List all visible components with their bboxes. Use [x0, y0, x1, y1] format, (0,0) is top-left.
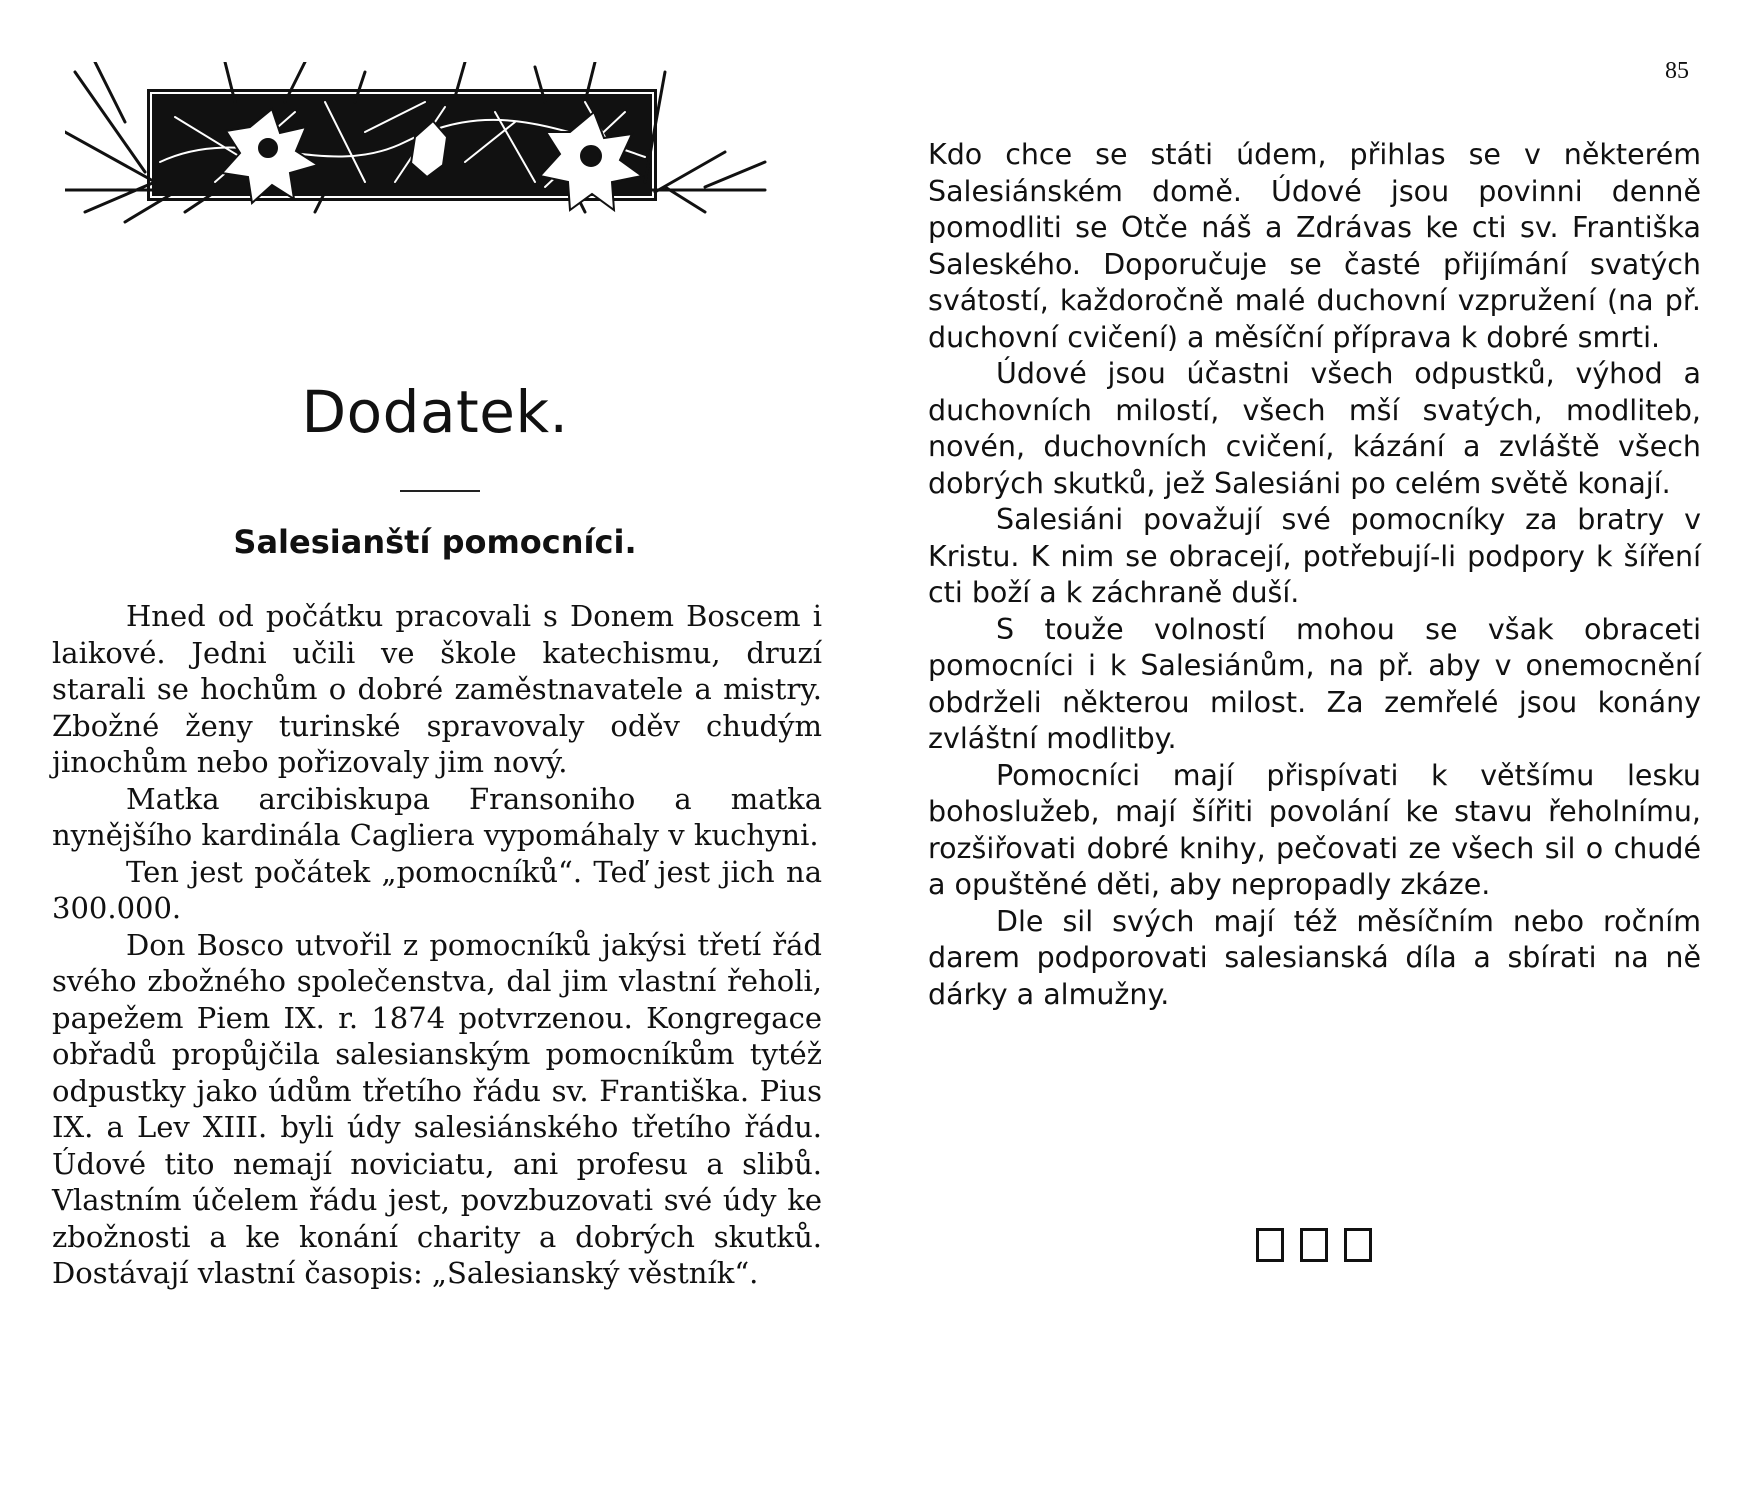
paragraph: Hned od počátku pracovali s Donem Boscem i laikové. Jedni učili ve škole katechismu, druzí starali se hochům o dobré zaměstnavatele a mistry. Zbožné ženy turinské spravovaly oděv chudým jinochům nebo pořizovaly jim nový.	[52, 599, 822, 779]
page-title: Dodatek.	[301, 378, 569, 446]
paragraph: Údové jsou účastni všech odpustků, výhod a duchovních milostí, všech mší svatých, modliteb, novén, duchovních cvičení, kázání a zvláště všech dobrých skutků, jež Salesiáni po celém světě konají.	[928, 357, 1701, 500]
square-icon	[1300, 1228, 1328, 1262]
paragraph: Ten jest počátek „pomocníků“. Teď jest jich na 300.000.	[52, 854, 822, 925]
square-icon	[1344, 1228, 1372, 1262]
paragraph: Dle sil svých mají též měsíčním nebo ročním darem podporovati salesianská díla a sbírati na ně dárky a almužny.	[928, 904, 1701, 1011]
page-number: 85	[1665, 58, 1689, 84]
right-column	[928, 137, 1701, 1013]
paragraph: S touže volností mohou se však obraceti pomocníci i k Salesiánům, na př. aby v onemocnění obdrželi některou milost. Za zemřelé jsou konány zvláštní modlitby.	[928, 612, 1701, 755]
paragraph: Salesiáni považují své pomocníky za bratry v Kristu. K nim se obracejí, potřebují-li podpory k šíření cti boží a k záchraně duší.	[928, 503, 1701, 609]
title-rule	[400, 490, 480, 492]
square-icon	[1256, 1228, 1284, 1262]
paragraph: Pomocníci mají přispívati k většímu lesku bohoslužeb, mají šířiti povolání ke stavu řeholnímu, rozšiřovati dobré knihy, pečovati ze všech sil o chudé a opuštěné děti, aby nepropadly zkáze.	[928, 758, 1701, 901]
floral-vignette-icon	[65, 62, 805, 237]
paragraph: Matka arcibiskupa Fransoniho a matka nynějšího kardinála Cagliera vypomáhaly v kuchyni.	[52, 781, 822, 852]
paragraph: Kdo chce se státi údem, přihlas se v některém Salesiánském domě. Údové jsou povinni denně pomodliti se Otče náš a Zdrávas ke cti sv. Františka Saleského. Doporučuje se časté přijímání svatých svátostí, každoročně malé duchovní vzpružení (na př. duchovní cvičení) a měsíční příprava k dobré smrti.	[928, 138, 1701, 354]
left-column	[52, 598, 822, 1292]
three-squares-icon	[1256, 1228, 1372, 1262]
section-subtitle: Salesianští pomocníci.	[233, 523, 637, 561]
paragraph: Don Bosco utvořil z pomocníků jakýsi třetí řád svého zbožného společenstva, dal jim vlastní řeholi, papežem Piem IX. r. 1874 potvrzenou. Kongregace obřadů propůjčila salesianským pomocníkům tytéž odpustky jako údům třetího řádu sv. Františka. Pius IX. a Lev XIII. byli údy salesiánského třetího řádu. Údové tito nemají noviciatu, ani profesu a slibů. Vlastním účelem řádu jest, povzbuzovati své údy ke zbožnosti a ke konání charity a dobrých skutků. Dostávají vlastní časopis: „Salesianský věstník“.	[52, 927, 822, 1290]
